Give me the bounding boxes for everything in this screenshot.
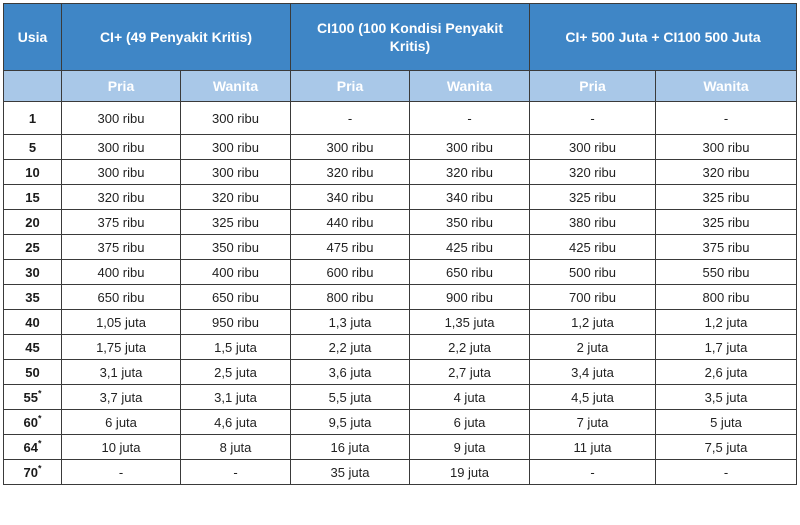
premium-cell: 300 ribu <box>181 135 291 160</box>
premium-cell: 1,05 juta <box>62 310 181 335</box>
premium-cell: 11 juta <box>530 435 656 460</box>
age-subheader-blank <box>4 71 62 102</box>
premium-cell: 1,75 juta <box>62 335 181 360</box>
premium-cell: 3,7 juta <box>62 385 181 410</box>
female-header: Wanita <box>410 71 530 102</box>
age-cell: 60* <box>4 410 62 435</box>
premium-cell: 950 ribu <box>181 310 291 335</box>
premium-cell: 300 ribu <box>656 135 797 160</box>
premium-cell: 300 ribu <box>530 135 656 160</box>
premium-cell: - <box>410 102 530 135</box>
female-header: Wanita <box>656 71 797 102</box>
premium-cell: 2,2 juta <box>291 335 410 360</box>
premium-cell: 3,4 juta <box>530 360 656 385</box>
plan-ci100-header: CI100 (100 Kondisi Penyakit Kritis) <box>291 4 530 71</box>
premium-cell: 400 ribu <box>62 260 181 285</box>
premium-cell: 700 ribu <box>530 285 656 310</box>
table-row <box>4 210 797 235</box>
premium-cell: 1,2 juta <box>656 310 797 335</box>
age-cell: 1 <box>4 102 62 135</box>
premium-cell: 7 juta <box>530 410 656 435</box>
premium-cell: 300 ribu <box>410 135 530 160</box>
table-row <box>4 385 797 410</box>
premium-cell: 650 ribu <box>181 285 291 310</box>
premium-cell: 2,2 juta <box>410 335 530 360</box>
premium-cell: 6 juta <box>62 410 181 435</box>
male-header: Pria <box>62 71 181 102</box>
age-cell: 64* <box>4 435 62 460</box>
premium-cell: 650 ribu <box>62 285 181 310</box>
premium-cell: 300 ribu <box>291 135 410 160</box>
premium-cell: 4,6 juta <box>181 410 291 435</box>
table-row <box>4 335 797 360</box>
premium-cell: 6 juta <box>410 410 530 435</box>
premium-cell: 320 ribu <box>656 160 797 185</box>
premium-cell: 19 juta <box>410 460 530 485</box>
premium-cell: - <box>530 460 656 485</box>
premium-cell: 300 ribu <box>62 135 181 160</box>
age-cell: 50 <box>4 360 62 385</box>
premium-cell: 35 juta <box>291 460 410 485</box>
premium-cell: 5 juta <box>656 410 797 435</box>
premium-cell: 320 ribu <box>291 160 410 185</box>
age-cell: 30 <box>4 260 62 285</box>
age-cell: 20 <box>4 210 62 235</box>
premium-cell: 10 juta <box>62 435 181 460</box>
premium-cell: 325 ribu <box>656 185 797 210</box>
premium-cell: 320 ribu <box>530 160 656 185</box>
table-row <box>4 460 797 485</box>
premium-cell: 325 ribu <box>181 210 291 235</box>
age-cell: 25 <box>4 235 62 260</box>
premium-cell: - <box>530 102 656 135</box>
table-row <box>4 235 797 260</box>
premium-cell: 800 ribu <box>656 285 797 310</box>
premium-cell: 4 juta <box>410 385 530 410</box>
premium-cell: 300 ribu <box>181 160 291 185</box>
table-row <box>4 160 797 185</box>
premium-cell: 16 juta <box>291 435 410 460</box>
premium-cell: 1,5 juta <box>181 335 291 360</box>
premium-cell: 300 ribu <box>62 160 181 185</box>
premium-cell: 375 ribu <box>62 210 181 235</box>
age-cell: 35 <box>4 285 62 310</box>
premium-cell: 320 ribu <box>181 185 291 210</box>
table-row <box>4 185 797 210</box>
premium-cell: 900 ribu <box>410 285 530 310</box>
premium-cell: 800 ribu <box>291 285 410 310</box>
premium-cell: 325 ribu <box>530 185 656 210</box>
premium-table <box>3 3 797 485</box>
age-cell: 45 <box>4 335 62 360</box>
table-row <box>4 410 797 435</box>
premium-cell: 400 ribu <box>181 260 291 285</box>
premium-cell: 320 ribu <box>410 160 530 185</box>
age-header: Usia <box>4 4 62 71</box>
premium-cell: 340 ribu <box>291 185 410 210</box>
premium-cell: 350 ribu <box>410 210 530 235</box>
premium-cell: 375 ribu <box>656 235 797 260</box>
premium-cell: 3,1 juta <box>62 360 181 385</box>
premium-cell: - <box>181 460 291 485</box>
premium-cell: 4,5 juta <box>530 385 656 410</box>
premium-cell: 550 ribu <box>656 260 797 285</box>
male-header: Pria <box>291 71 410 102</box>
age-cell: 70* <box>4 460 62 485</box>
premium-cell: 1,35 juta <box>410 310 530 335</box>
table-row <box>4 285 797 310</box>
plan-combo-header: CI+ 500 Juta + CI100 500 Juta <box>530 4 797 71</box>
premium-cell: 2,6 juta <box>656 360 797 385</box>
premium-cell: 425 ribu <box>530 235 656 260</box>
premium-cell: 7,5 juta <box>656 435 797 460</box>
premium-cell: - <box>656 102 797 135</box>
premium-cell: 3,5 juta <box>656 385 797 410</box>
table-row <box>4 435 797 460</box>
premium-cell: 325 ribu <box>656 210 797 235</box>
plan-ci-plus-header: CI+ (49 Penyakit Kritis) <box>62 4 291 71</box>
premium-cell: 9,5 juta <box>291 410 410 435</box>
premium-cell: 475 ribu <box>291 235 410 260</box>
table-row <box>4 260 797 285</box>
premium-cell: 3,1 juta <box>181 385 291 410</box>
premium-cell: 300 ribu <box>62 102 181 135</box>
premium-cell: 320 ribu <box>62 185 181 210</box>
premium-cell: 300 ribu <box>181 102 291 135</box>
premium-cell: 375 ribu <box>62 235 181 260</box>
age-cell: 10 <box>4 160 62 185</box>
age-cell: 5 <box>4 135 62 160</box>
male-header: Pria <box>530 71 656 102</box>
premium-cell: 5,5 juta <box>291 385 410 410</box>
premium-cell: 425 ribu <box>410 235 530 260</box>
age-cell: 55* <box>4 385 62 410</box>
premium-cell: 8 juta <box>181 435 291 460</box>
premium-cell: 500 ribu <box>530 260 656 285</box>
premium-cell: 2,5 juta <box>181 360 291 385</box>
premium-cell: 350 ribu <box>181 235 291 260</box>
premium-cell: 380 ribu <box>530 210 656 235</box>
table-row <box>4 310 797 335</box>
table-row <box>4 360 797 385</box>
premium-cell: - <box>291 102 410 135</box>
premium-cell: 9 juta <box>410 435 530 460</box>
premium-cell: 2,7 juta <box>410 360 530 385</box>
premium-cell: 340 ribu <box>410 185 530 210</box>
female-header: Wanita <box>181 71 291 102</box>
premium-cell: - <box>62 460 181 485</box>
table-row <box>4 102 797 135</box>
premium-cell: - <box>656 460 797 485</box>
age-cell: 15 <box>4 185 62 210</box>
table-row <box>4 135 797 160</box>
premium-cell: 2 juta <box>530 335 656 360</box>
premium-cell: 650 ribu <box>410 260 530 285</box>
premium-cell: 600 ribu <box>291 260 410 285</box>
premium-cell: 1,3 juta <box>291 310 410 335</box>
premium-cell: 440 ribu <box>291 210 410 235</box>
premium-cell: 3,6 juta <box>291 360 410 385</box>
premium-cell: 1,7 juta <box>656 335 797 360</box>
age-cell: 40 <box>4 310 62 335</box>
premium-cell: 1,2 juta <box>530 310 656 335</box>
table-body <box>4 102 797 485</box>
